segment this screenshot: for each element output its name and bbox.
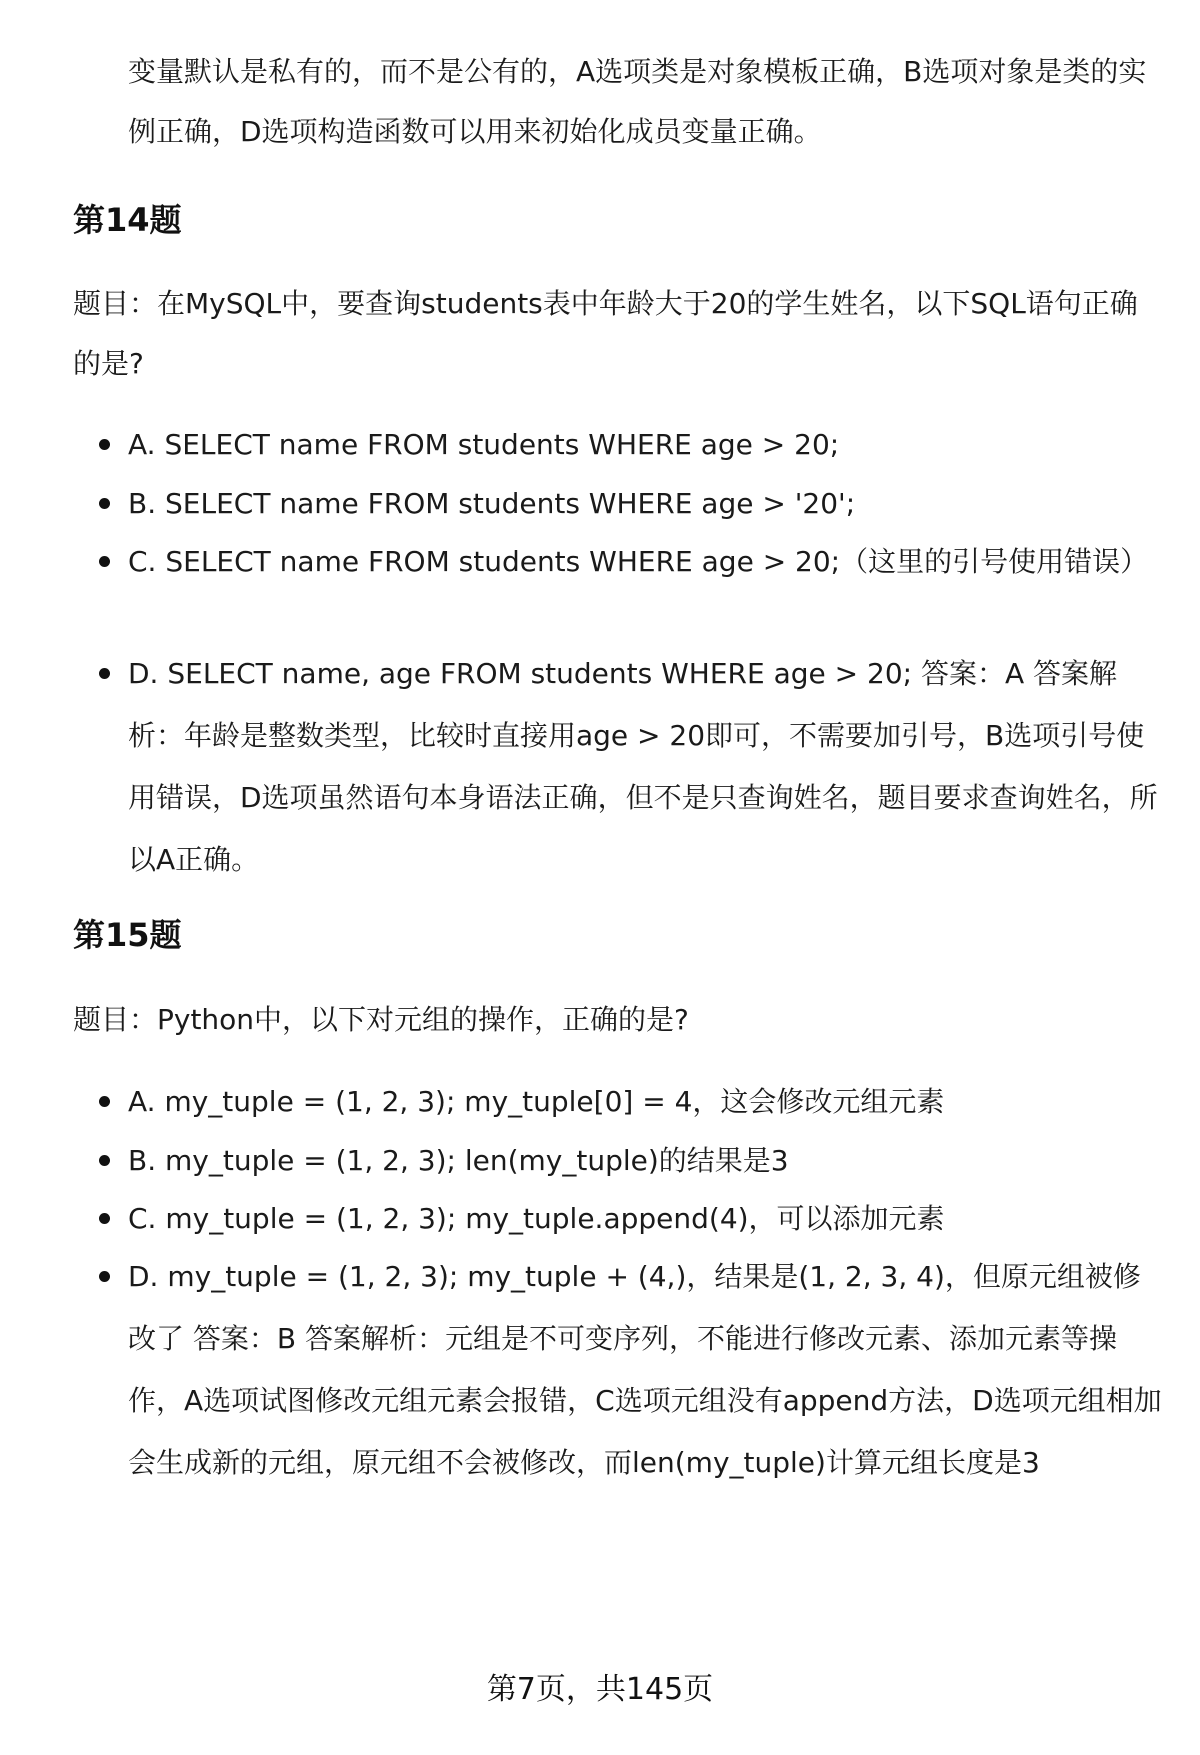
- question-14-option-c: C. SELECT name FROM students WHERE age > 20;（这里的引号使用错误）: [128, 545, 1149, 578]
- bullet-icon: [99, 1096, 110, 1107]
- question-14-option-d: D. SELECT name, age FROM students WHERE age > 20; 答案：A 答案解析：年龄是整数类型，比较时直接用age > 20即可，不需要加引号，B选项引号使用错误，D选项虽然语句本身语法正确，但不是只查询姓名，题目要求查询姓名，所以A正确。: [128, 657, 1158, 876]
- question-15-text: 题目：Python中，以下对元组的操作，正确的是?: [73, 1003, 689, 1036]
- question-15-option-c: C. my_tuple = (1, 2, 3); my_tuple.append(4)，可以添加元素: [128, 1202, 945, 1235]
- bullet-icon: [99, 439, 110, 450]
- bullet-icon: [99, 1213, 110, 1224]
- question-15-option-a: A. my_tuple = (1, 2, 3); my_tuple[0] = 4，这会修改元组元素: [128, 1085, 945, 1118]
- bullet-icon: [99, 1155, 110, 1166]
- previous-answer-explanation: 变量默认是私有的，而不是公有的，A选项类是对象模板正确，B选项对象是类的实例正确，D选项构造函数可以用来初始化成员变量正确。: [128, 55, 1147, 148]
- question-14-heading: 第14题: [73, 201, 182, 239]
- question-15-option-d: D. my_tuple = (1, 2, 3); my_tuple + (4,)，结果是(1, 2, 3, 4)，但原元组被修改了 答案：B 答案解析：元组是不可变序列，不能进行修改元素、添加元素等操作，A选项试图修改元组元素会报错，C选项元组没有append方法，D选项元组相加会生成新的元组，原元组不会被修改，而len(my_tuple)计算元组长度是3: [128, 1260, 1162, 1479]
- bullet-icon: [99, 668, 110, 679]
- question-14-option-b: B. SELECT name FROM students WHERE age > '20';: [128, 487, 856, 520]
- question-14-option-a: A. SELECT name FROM students WHERE age > 20;: [128, 428, 840, 461]
- question-14-text: 题目：在MySQL中，要查询students表中年龄大于20的学生姓名，以下SQL语句正确的是?: [73, 287, 1138, 380]
- bullet-icon: [99, 556, 110, 567]
- question-15-option-b: B. my_tuple = (1, 2, 3); len(my_tuple)的结果是3: [128, 1144, 789, 1177]
- page-number-footer: 第7页，共145页: [486, 1672, 714, 1707]
- bullet-icon: [99, 1271, 110, 1282]
- bullet-icon: [99, 498, 110, 509]
- question-15-heading: 第15题: [73, 916, 182, 954]
